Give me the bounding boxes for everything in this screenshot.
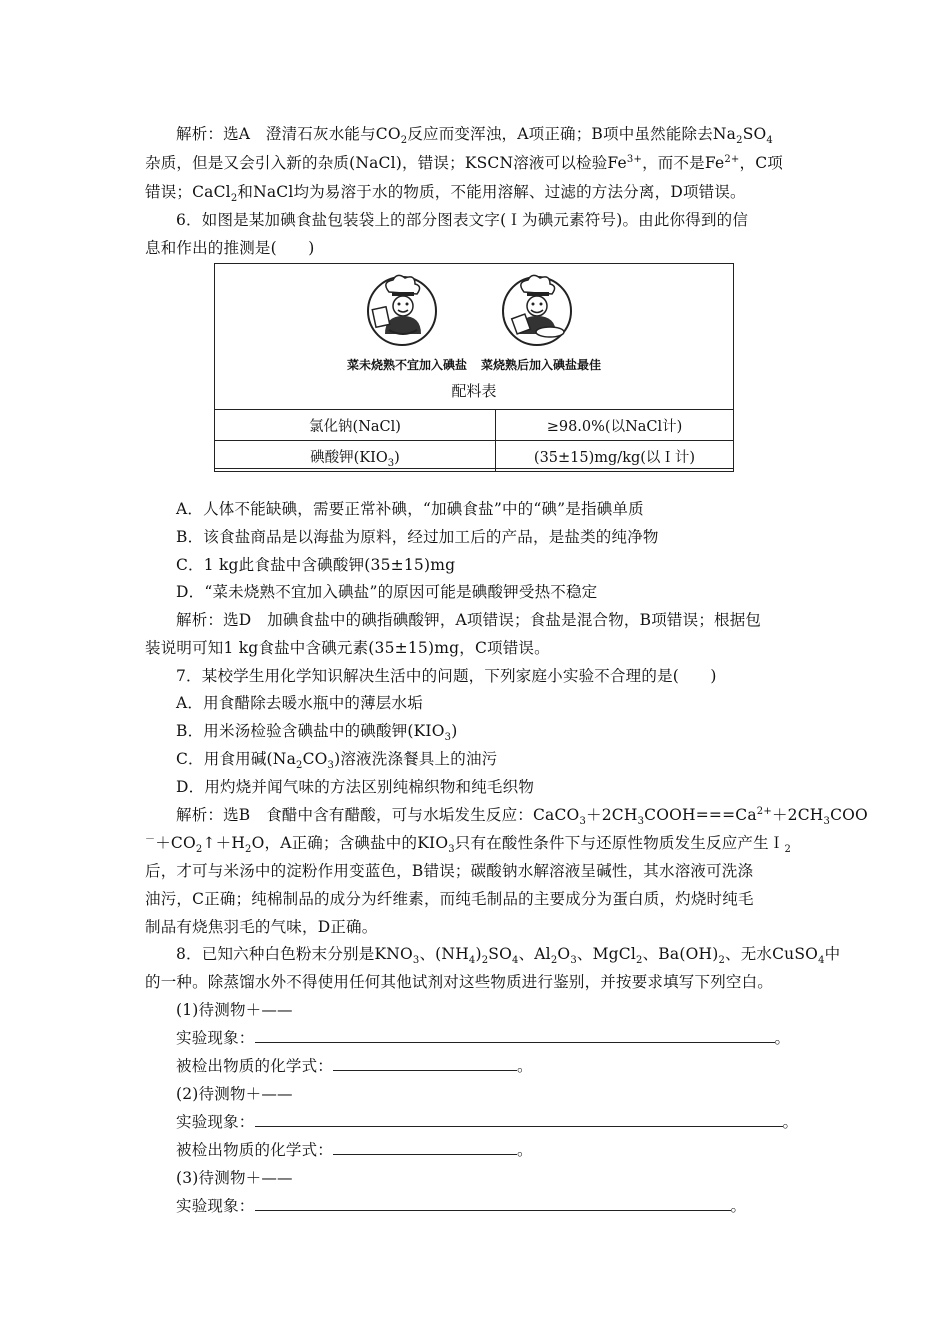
- q6-analysis-line-1: 解析：选D 加碘食盐中的碘指碘酸钾，A项错误；食盐是混合物，B项错误；根据包: [176, 611, 762, 629]
- q6-option-c: C．1 kg此食盐中含碘酸钾(35±15)mg: [176, 556, 456, 574]
- q6-option-b: B．该食盐商品是以海盐为原料，经过加工后的产品，是盐类的纯净物: [176, 528, 659, 546]
- table-cell-name: 氯化钠(NaCl): [215, 410, 496, 441]
- answer-blank[interactable]: [255, 1112, 783, 1127]
- q7-analysis-line-3: 后，才可与米汤中的淀粉作用变蓝色，B错误；碳酸钠水解溶液呈碱性，其水溶液可洗涤: [145, 862, 754, 880]
- q6-stem-line-1: 6．如图是某加碘食盐包装袋上的部分图表文字(Ｉ为碘元素符号)。由此你得到的信: [176, 211, 749, 229]
- q8-stem-line-1: 8．已知六种白色粉末分别是$KNO_3$、$(NH_4)_2SO_4$、$Al_2O_3$、MgCl$_2$、$Ba(OH)_2$、无水CuSO$_4$中: [176, 945, 841, 967]
- salt-package-figure: [214, 263, 734, 469]
- q7-analysis-line-1: 解析：选B 食醋中含有醋酸，可与水垢发生反应：$CaCO_3+2CH_3COOH===Ca^{2+}+2CH_3COO$: [176, 805, 868, 828]
- table-cell-value: ≥98.0%(以NaCl计): [496, 410, 734, 441]
- answer-blank[interactable]: [255, 1028, 775, 1043]
- q5-analysis-line-1: 解析：选A 澄清石灰水能与$CO_2$反应而变浑浊，A项正确；B项中虽然能除去$Na_2SO_4$: [176, 125, 773, 147]
- answer-blank[interactable]: [255, 1196, 731, 1211]
- q7-option-c: C．用食用碱$(Na_2CO_3)$溶液洗涤餐具上的油污: [176, 750, 498, 772]
- caption-right: 菜烧熟后加入碘盐最佳: [481, 358, 602, 372]
- q8-part-2-formula: 被检出物质的化学式： 。: [176, 1141, 533, 1159]
- q7-option-b: B．用米汤检验含碘盐中的碘酸钾$(KIO_3)$: [176, 722, 458, 744]
- q8-part-1-formula: 被检出物质的化学式： 。: [176, 1057, 533, 1075]
- q7-stem: 7．某校学生用化学知识解决生活中的问题，下列家庭小实验不合理的是( ): [176, 667, 717, 685]
- q7-option-a: A．用食醋除去暖水瓶中的薄层水垢: [176, 694, 423, 712]
- q6-option-a: A．人体不能缺碘，需要正常补碘，“加碘食盐”中的“碘”是指碘单质: [176, 500, 644, 518]
- ingredient-table-title: 配料表: [451, 382, 497, 400]
- q5-analysis-line-3: 错误；CaCl$_2$和NaCl均为易溶于水的物质，不能用溶解、过滤的方法分离，D项错误。: [145, 183, 746, 205]
- ingredient-table: [214, 409, 734, 472]
- q7-analysis-line-4: 油污，C正确；纯棉制品的成分为纤维素，而纯毛制品的主要成分为蛋白质，灼烧时纯毛: [145, 890, 754, 908]
- answer-blank[interactable]: [333, 1140, 517, 1155]
- q8-part-1-phenomenon: 实验现象： 。: [176, 1029, 791, 1047]
- q6-option-d: D．“菜未烧熟不宜加入碘盐”的原因可能是碘酸钾受热不稳定: [176, 583, 598, 601]
- chef-illustration-left: [365, 268, 439, 354]
- table-row: [215, 441, 734, 472]
- q8-part-3: (3)待测物＋——: [176, 1169, 293, 1187]
- caption-left: 菜未烧熟不宜加入碘盐: [347, 358, 468, 372]
- table-cell-name: 碘酸钾$(KIO_3)$: [215, 441, 496, 472]
- answer-blank[interactable]: [333, 1056, 517, 1071]
- q5-analysis-line-2: 杂质，但是又会引入新的杂质(NaCl)，错误；KSCN溶液可以检验$Fe^{3+}$，而不是$Fe^{2+}$，C项: [145, 153, 783, 172]
- q7-option-d: D．用灼烧并闻气味的方法区别纯棉织物和纯毛织物: [176, 778, 535, 796]
- table-row: [215, 410, 734, 441]
- chef-illustration-right: [500, 268, 574, 354]
- q8-part-2: (2)待测物＋——: [176, 1085, 293, 1103]
- q8-stem-line-2: 的一种。除蒸馏水外不得使用任何其他试剂对这些物质进行鉴别，并按要求填写下列空白。: [145, 973, 774, 991]
- q8-part-2-phenomenon: 实验现象： 。: [176, 1113, 799, 1131]
- q6-stem-line-2: 息和作出的推测是( ): [145, 239, 315, 257]
- table-cell-value: (35±15)mg/kg(以Ｉ计): [496, 441, 734, 472]
- q7-analysis-line-2: $^-+CO_2↑+H_2O$，A正确；含碘盐中的$KIO_3$只有在酸性条件下与还原性物质发生反应产生Ｉ$_2$: [145, 833, 792, 856]
- q8-part-3-phenomenon: 实验现象： 。: [176, 1197, 747, 1215]
- q6-analysis-line-2: 装说明可知1 kg食盐中含碘元素(35±15)mg，C项错误。: [145, 639, 550, 657]
- q8-part-1: (1)待测物＋——: [176, 1001, 293, 1019]
- q7-analysis-line-5: 制品有烧焦羽毛的气味，D正确。: [145, 918, 378, 936]
